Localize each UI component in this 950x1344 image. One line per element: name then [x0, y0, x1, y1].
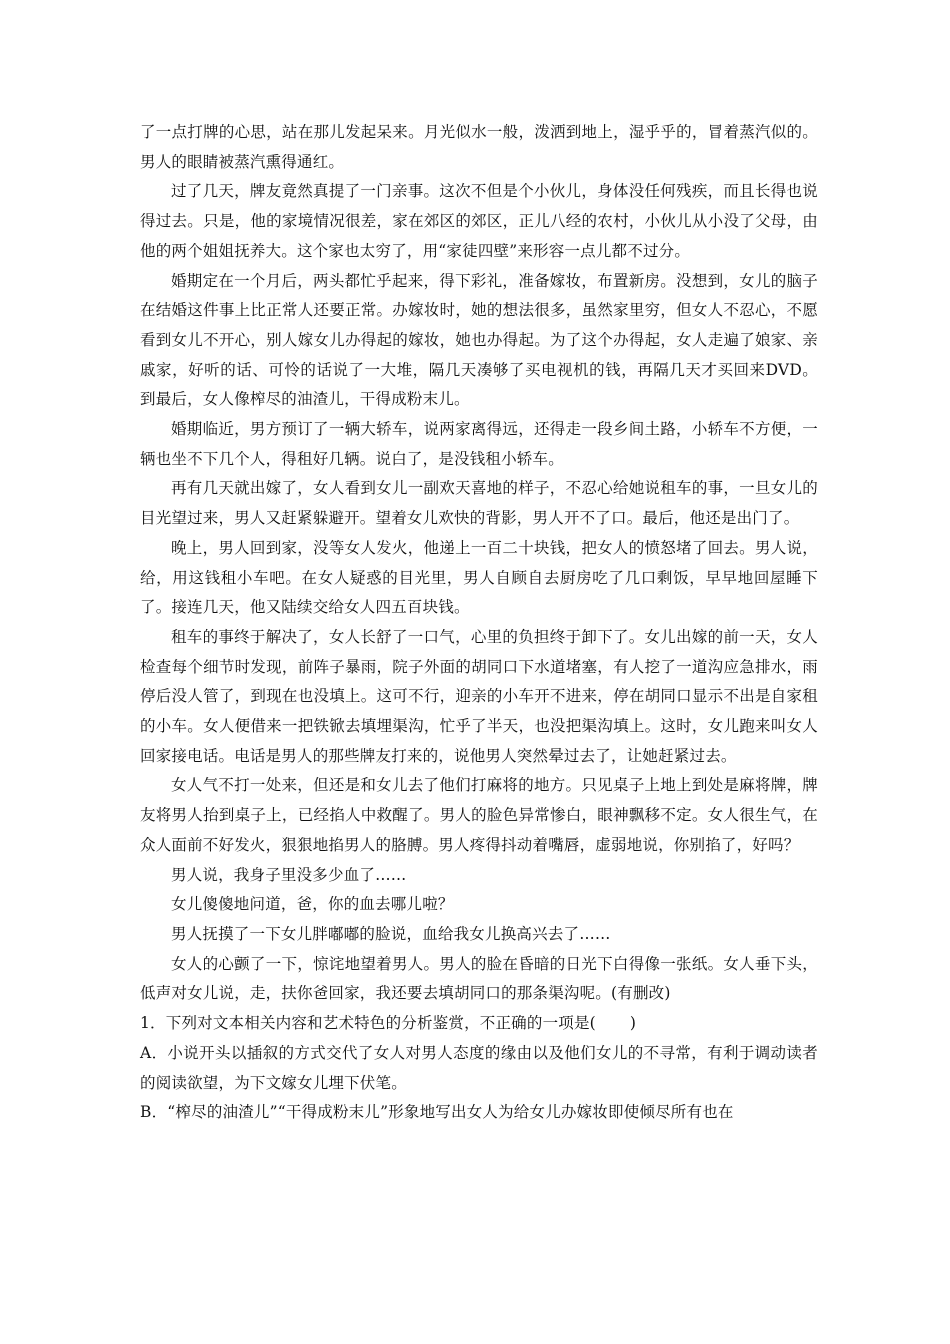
- option-a: A．小说开头以插叙的方式交代了女人对男人态度的缘由以及他们女儿的不寻常，有利于调动读者的阅读欲望，为下文嫁女儿埋下伏笔。: [140, 1043, 818, 1092]
- paragraph-2: 过了几天，牌友竟然真提了一门亲事。这次不但是个小伙儿，身体没任何残疾，而且长得也说得过去。只是，他的家境情况很差，家在郊区的郊区，正儿八经的农村，小伙儿从小没了父母，由他的两个姐姐抚养大。这个家也太穷了，用“家徒四壁”来形容一点儿都不过分。: [140, 182, 818, 260]
- paragraph-7: 租车的事终于解决了，女人长舒了一口气，心里的负担终于卸下了。女儿出嫁的前一天，女人检查每个细节时发现，前阵子暴雨，院子外面的胡同口下水道堵塞，有人挖了一道沟应急排水，雨停后没人管了，到现在也没填上。这可不行，迎亲的小车开不进来，停在胡同口显示不出是自家租的小车。女人便借来一把铁锨去填埋渠沟，忙乎了半天，也没把渠沟填上。这时，女儿跑来叫女人回家接电话。电话是男人的那些牌友打来的，说他男人突然晕过去了，让她赶紧过去。: [140, 627, 818, 765]
- paragraph-6: 晚上，男人回到家，没等女人发火，他递上一百二十块钱，把女人的愤怒堵了回去。男人说，给，用这钱租小车吧。在女人疑惑的目光里，男人自顾自去厨房吃了几口剩饭，早早地回屋睡下了。接连几天，他又陆续交给女人四五百块钱。: [140, 538, 818, 617]
- paragraph-4: 婚期临近，男方预订了一辆大轿车，说两家离得远，还得走一段乡间土路，小轿车不方便，一辆也坐不下几个人，得租好几辆。说白了，是没钱租小轿车。: [140, 420, 818, 468]
- paragraph-8: 女人气不打一处来，但还是和女儿去了他们打麻将的地方。只见桌子上地上到处是麻将牌，牌友将男人抬到桌子上，已经掐人中救醒了。男人的脸色异常惨白，眼神飘移不定。女人很生气，在众人面前不好发火，狠狠地掐男人的胳膊。男人疼得抖动着嘴唇，虚弱地说，你别掐了，好吗？: [140, 776, 818, 854]
- paragraph-3: 婚期定在一个月后，两头都忙乎起来，得下彩礼，准备嫁妆，布置新房。没想到，女儿的脑子在结婚这件事上比正常人还要正常。办嫁妆时，她的想法很多，虽然家里穷，但女人不忍心，不愿看到女儿不开心，别人嫁女儿办得起的嫁妆，她也办得起。为了这个办得起，女人走遍了娘家、亲戚家，好听的话、可怜的话说了一大堆，隔几天凑够了买电视机的钱，再隔几天才买回来DVD。到最后，女人像榨尽的油渣儿，干得成粉末儿。: [140, 271, 818, 409]
- paragraph-11: 男人抚摸了一下女儿胖嘟嘟的脸说，血给我女儿换高兴去了……: [171, 924, 611, 943]
- question-1-stem-end: ): [629, 1014, 637, 1033]
- article-body: [140, 118, 818, 1128]
- question-1-stem: 1．下列对文本相关内容和艺术特色的分析鉴赏，不正确的一项是(: [140, 1014, 596, 1033]
- paragraph-1: 了一点打牌的心思，站在那儿发起呆来。月光似水一般，泼洒到地上，湿乎乎的，冒着蒸汽似的。男人的眼睛被蒸汽熏得通红。: [140, 123, 818, 171]
- paragraph-9: 男人说，我身子里没多少血了……: [171, 865, 407, 884]
- paragraph-10: 女儿傻傻地问道，爸，你的血去哪儿啦？: [171, 895, 454, 914]
- paragraph-12: 女人的心颤了一下，惊诧地望着男人。男人的脸在昏暗的日光下白得像一张纸。女人垂下头，低声对女儿说，走，扶你爸回家，我还要去填胡同口的那条渠沟呢。(有删改): [140, 954, 818, 1003]
- question-1: [140, 1009, 818, 1039]
- paragraph-5: 再有几天就出嫁了，女人看到女儿一副欢天喜地的样子，不忍心给她说租车的事，一旦女儿的目光望过来，男人又赶紧躲避开。望着女儿欢快的背影，男人开不了口。最后，他还是出门了。: [140, 479, 818, 528]
- option-b: B．“榨尽的油渣儿”“干得成粉末儿”形象地写出女人为给女儿办嫁妆即使倾尽所有也在: [140, 1103, 734, 1122]
